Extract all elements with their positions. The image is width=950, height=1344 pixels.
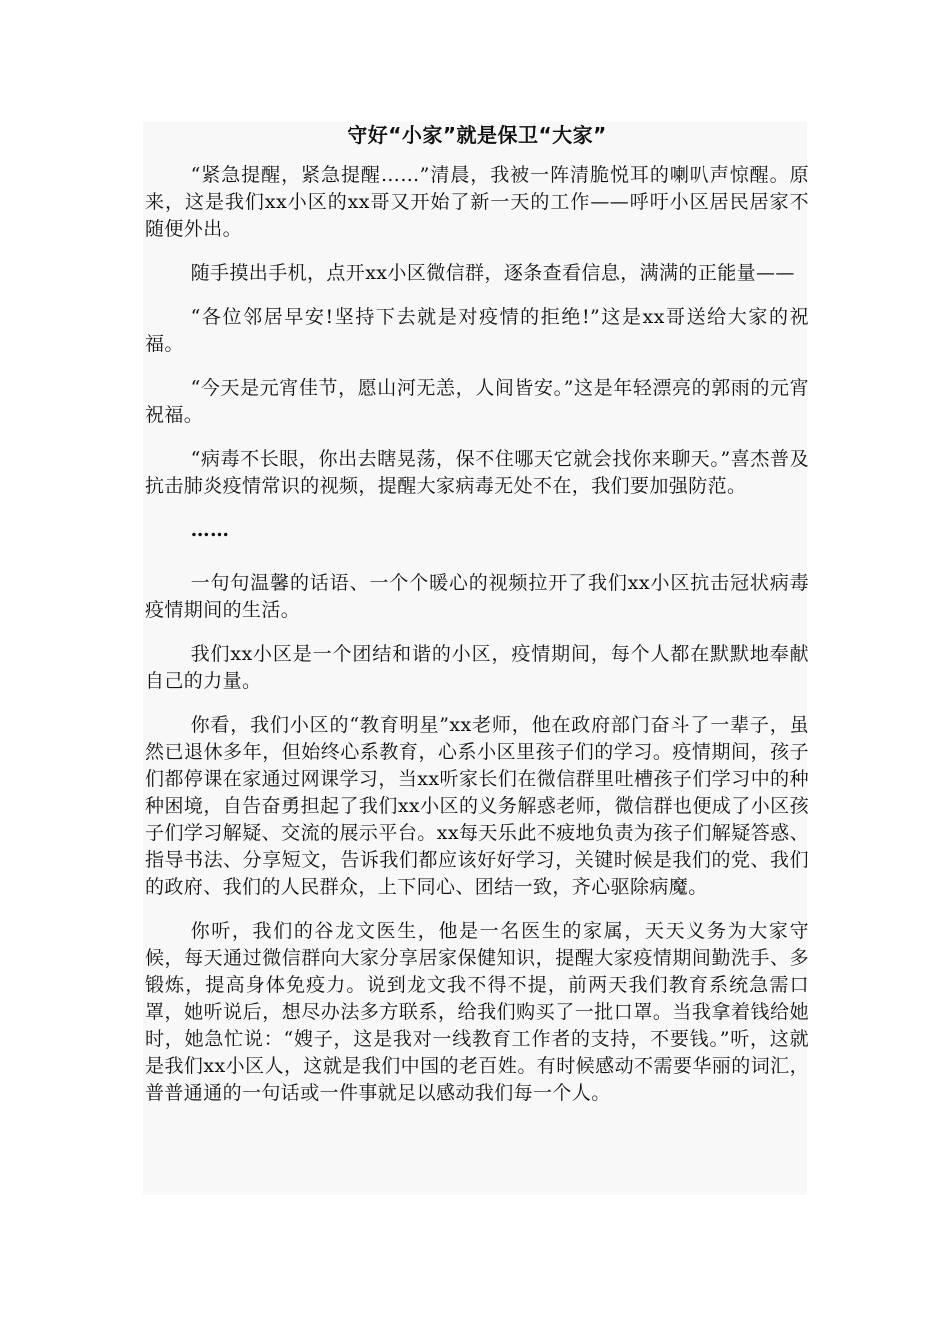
paragraph-ellipsis: …… bbox=[190, 519, 230, 541]
paragraph-1: “紧急提醒，紧急提醒……”清晨，我被一阵清脆悦耳的喇叭声惊醒。原来，这是我们xx小区的xx哥又开始了新一天的工作——呼吁小区居民居家不随便外出。 bbox=[145, 164, 809, 240]
article-title: 守好“小家”就是保卫“大家” bbox=[347, 123, 607, 147]
paragraph-2: 随手摸出手机，点开xx小区微信群，逐条查看信息，满满的正能量—— bbox=[190, 262, 795, 284]
article bbox=[145, 118, 809, 1124]
paragraph-7: 一句句温馨的话语、一个个暖心的视频拉开了我们xx小区抗击冠状病毒疫情期间的生活。 bbox=[145, 572, 809, 621]
paragraph-4: “今天是元宵佳节，愿山河无恙，人间皆安。”这是年轻漂亮的郭雨的元宵祝福。 bbox=[145, 377, 809, 426]
paragraph-8: 我们xx小区是一个团结和谐的小区，疫情期间，每个人都在默默地奉献自己的力量。 bbox=[145, 643, 809, 692]
paragraph-5: “病毒不长眼，你出去瞎晃荡，保不住哪天它就会找你来聊天。”喜杰普及抗击肺炎疫情常识的视频，提醒大家病毒无处不在，我们要加强防范。 bbox=[145, 448, 809, 497]
paragraph-3: “各位邻居早安!坚持下去就是对疫情的拒绝!”这是xx哥送给大家的祝福。 bbox=[145, 306, 809, 355]
paragraph-10: 你听，我们的谷龙文医生，他是一名医生的家属，天天义务为大家守候，每天通过微信群向大家分享居家保健知识，提醒大家疫情期间勤洗手、多锻炼，提高身体免疫力。说到龙文我不得不提，前两天我们教育系统急需口罩，她听说后，想尽办法多方联系，给我们购买了一批口罩。当我拿着钱给她时，她急忙说：“嫂子，这是我对一线教育工作者的支持，不要钱。”听，这就是我们xx小区人，这就是我们中国的老百姓。有时候感动不需要华丽的词汇，普普通通的一句话或一件事就足以感动我们每一个人。 bbox=[145, 920, 809, 1104]
paragraph-9: 你看，我们小区的“教育明星”xx老师，他在政府部门奋斗了一辈子，虽然已退休多年，但始终心系教育，心系小区里孩子们的学习。疫情期间，孩子们都停课在家通过网课学习，当xx听家长们在微信群里吐槽孩子们学习中的种种困境，自告奋勇担起了我们xx小区的义务解惑老师，微信群也便成了小区孩子们学习解疑、交流的展示平台。xx每天乐此不疲地负责为孩子们解疑答惑、指导书法、分享短文，告诉我们都应该好好学习，关键时候是我们的党、我们的政府、我们的人民群众，上下同心、团结一致，齐心驱除病魔。 bbox=[145, 714, 809, 898]
